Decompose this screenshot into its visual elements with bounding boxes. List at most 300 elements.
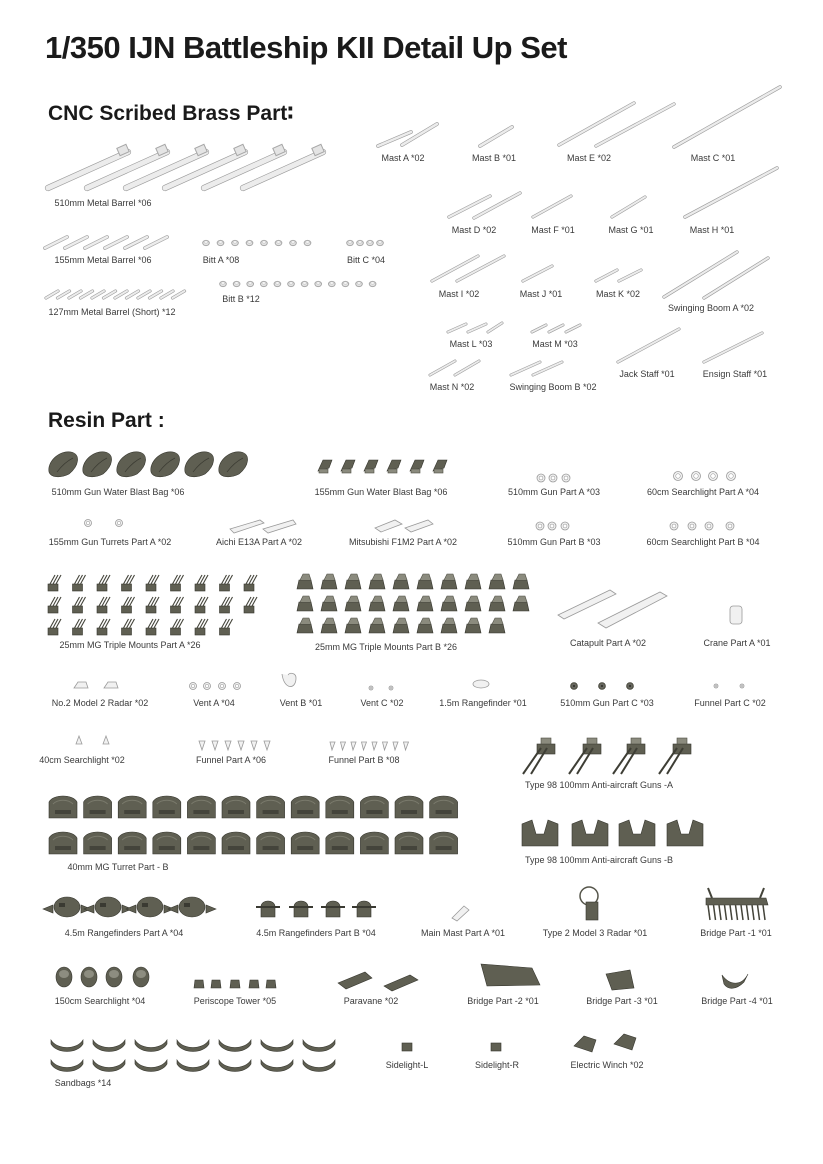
mg-turret-40mm [401,846,417,850]
barrel-510mm [165,152,245,188]
crane [730,606,742,624]
funnel-part-a [225,741,231,750]
radar-no2 [104,682,118,688]
mg-triple-mount-a [73,584,83,591]
bitt-a [306,241,310,243]
aa-gun-type98-b [619,820,655,846]
mg-triple-mount-b [441,602,457,611]
blast-bag-155mm [411,469,420,473]
bitt-b [357,282,361,284]
mg-turret-40mm [395,796,423,818]
rangefinder-4-5m-a [59,903,65,907]
label-electric-winch: Electric Winch *02 [570,1060,644,1070]
mast-g [612,197,645,217]
mg-triple-mount-b [300,596,311,602]
funnel-part-b [383,742,388,750]
rangefinder-4-5m-a [179,897,205,917]
mg-turret-40mm [228,846,244,850]
electric-winch [574,1036,596,1052]
periscope-tower [266,980,276,988]
bitt-b [262,282,266,284]
barrel-127mm [69,291,81,298]
rangefinder-4-5m-a [142,903,148,907]
rangefinder-4-5m-a [100,903,106,907]
mast-c [674,87,780,147]
sidelight-right [491,1043,501,1051]
mg-turret-40mm [153,832,181,854]
mg-turret-40mm [332,846,348,850]
mg-triple-mount-b [516,574,527,580]
searchlight-40cm [103,736,109,744]
mg-turret-40mm [291,832,319,854]
bridge-part-1 [747,905,749,920]
label-paravane: Paravane *02 [343,996,399,1006]
barrel-155mm [85,237,107,248]
mg-triple-mount-b [420,596,431,602]
mg-triple-mount-b [321,624,337,633]
mg-turret-40mm [332,810,348,814]
searchlight-60cm-a [676,474,681,479]
label-mast-g: Mast G *01 [608,225,654,235]
periscope-tower [194,980,204,988]
barrel-155mm [125,237,147,248]
mast-m [566,325,580,332]
barrel-127mm [127,291,139,298]
mg-triple-mount-b [324,618,335,624]
mg-triple-mount-b [393,602,409,611]
label-mast-f: Mast F *01 [531,225,575,235]
mg-triple-mount-b [444,618,455,624]
sandbag [51,1040,83,1052]
label-type98-aa-a: Type 98 100mm Anti-aircraft Guns -A [524,780,674,790]
gun-510mm-part-c [600,684,604,688]
mast-e [559,103,634,145]
mg-turret-40mm [430,796,458,818]
label-510mm-blast-bag: 510mm Gun Water Blast Bag *06 [51,487,185,497]
barrel-127mm [46,291,58,298]
bitt-b [275,282,279,284]
label-510mm-gun-part-a: 510mm Gun Part A *03 [507,487,601,497]
label-aichi-e13a: Aichi E13A Part A *02 [215,537,303,547]
bitt-c [358,241,362,243]
mg-turret-40mm [360,796,388,818]
mg-triple-mount-a [171,628,181,635]
mg-triple-mount-b [417,602,433,611]
mg-triple-mount-b [369,624,385,633]
mg-turret-40mm [228,810,244,814]
label-vent-a: Vent A *04 [193,698,235,708]
mg-triple-mount-b [492,574,503,580]
mg-turret-40mm [187,832,215,854]
blast-bag-510mm [219,452,248,477]
bitt-b [289,282,293,284]
searchlight-150cm [136,970,146,978]
jack-staff [618,329,679,362]
barrel-127mm [173,291,185,298]
mg-triple-mount-b [513,580,529,589]
label-type98-aa-b: Type 98 100mm Anti-aircraft Guns -B [524,855,674,865]
label-funnel-part-a: Funnel Part A *06 [195,755,267,765]
mg-triple-mount-a [220,628,230,635]
bridge-part-1 [708,888,764,898]
label-mast-h: Mast H *01 [689,225,735,235]
mg-turret-40mm [401,810,417,814]
mg-triple-mount-b [468,596,479,602]
bitt-b [371,282,375,284]
label-mast-b: Mast B *01 [471,153,517,163]
label-bridge-4: Bridge Part -4 *01 [701,996,773,1006]
mg-triple-mount-a [195,628,205,635]
mg-triple-mount-a [195,606,205,613]
bitt-a [219,241,223,243]
mg-turret-40mm [222,832,250,854]
bridge-part-1 [763,905,765,920]
bridge-part-4 [722,974,748,988]
aichi-e13a [263,520,296,533]
barrel-127mm [81,291,93,298]
label-40mm-mg-turret: 40mm MG Turret Part - B [67,862,169,872]
mg-triple-mount-b [321,580,337,589]
swinging-boom-a [664,252,737,297]
funnel-part-b [351,742,356,750]
bridge-part-1 [736,905,738,920]
gun-510mm-part-b [563,524,567,528]
mast-h [685,168,777,217]
vent-a [191,684,195,688]
label-funnel-part-c: Funnel Part C *02 [694,698,766,708]
bitt-a [291,241,295,243]
aichi-e13a [230,520,264,533]
sandbag [261,1040,293,1052]
bridge-part-1 [730,905,732,920]
label-bitt-a: Bitt A *08 [202,255,240,265]
swinging-boom-a [704,258,768,298]
mg-turret-40mm [124,846,140,850]
gun-510mm-part-b [550,524,554,528]
label-bitt-c: Bitt C *04 [346,255,386,265]
bridge-part-1 [708,905,710,920]
sandbag [303,1040,335,1052]
mg-turret-40mm [90,810,106,814]
sandbag [177,1060,209,1072]
mg-triple-mount-a [48,584,58,591]
bridge-part-1 [706,898,768,905]
blast-bag-510mm [185,452,214,477]
mg-triple-mount-a [122,584,132,591]
label-mast-k: Mast K *02 [595,289,641,299]
bitt-b [316,282,320,284]
label-funnel-part-b: Funnel Part B *08 [328,755,400,765]
bridge-part-1 [714,905,716,920]
mg-triple-mount-b [297,602,313,611]
blast-bag-510mm [49,452,78,477]
bitt-b [248,282,252,284]
rangefinder-4-5m-a [137,897,163,917]
mg-triple-mount-b [396,574,407,580]
label-mast-e: Mast E *02 [566,153,612,163]
searchlight-60cm-b [728,524,732,528]
mg-turret-40mm [118,796,146,818]
mg-turret-40mm [436,810,452,814]
sidelight-left [402,1043,412,1051]
mg-turret-40mm [55,846,71,850]
label-crane: Crane Part A *01 [703,638,771,648]
funnel-part-a [238,741,244,750]
mg-triple-mount-b [420,574,431,580]
mg-triple-mount-b [489,624,505,633]
rangefinder-4-5m-b [261,901,275,917]
mg-turret-40mm [49,796,77,818]
searchlight-60cm-a [711,474,716,479]
rangefinder-4-5m-a [184,903,190,907]
mg-triple-mount-a [220,606,230,613]
mg-triple-mount-a [146,628,156,635]
mg-turret-40mm [430,832,458,854]
mg-triple-mount-b [324,574,335,580]
funnel-part-c [715,685,717,687]
blast-bag-510mm [117,452,146,477]
barrel-127mm [150,291,162,298]
aa-gun-type98-a [587,738,597,744]
mg-turret-40mm [257,832,285,854]
rangefinder-4-5m-b [294,901,308,917]
bitt-a [233,241,237,243]
mg-triple-mount-b [372,574,383,580]
blast-bag-155mm [319,469,328,473]
mg-turret-40mm [118,832,146,854]
barrel-510mm [48,152,128,188]
bitt-a [204,241,208,243]
mg-triple-mount-a [244,584,254,591]
aa-gun-type98-b [667,820,703,846]
mg-triple-mount-a [146,584,156,591]
paravane [384,975,418,991]
barrel-510mm [126,152,206,188]
rangefinder-4-5m-a [54,897,80,917]
mg-triple-mount-b [372,618,383,624]
aa-gun-type98-b [572,820,608,846]
main-mast [452,906,469,921]
mg-turret-40mm [263,810,279,814]
mg-turret-40mm [291,796,319,818]
bridge-part-1 [741,905,743,920]
mg-triple-mount-b [396,618,407,624]
gun-510mm-part-a [551,476,555,480]
rangefinder-4-5m-b [326,901,340,917]
mg-triple-mount-b [444,596,455,602]
mg-turret-40mm [84,832,112,854]
label-60cm-searchlight-a: 60cm Searchlight Part A *04 [646,487,760,497]
barrel-155mm [45,237,67,248]
bitt-b [330,282,334,284]
funnel-part-a [251,741,257,750]
bridge-part-1 [752,905,754,920]
mg-turret-40mm [49,832,77,854]
mg-triple-mount-b [468,574,479,580]
sandbag [93,1060,125,1072]
blast-bag-155mm [388,469,397,473]
mg-triple-mount-b [321,602,337,611]
mg-turret-40mm [84,796,112,818]
paravane [338,972,372,989]
label-mitsubishi-f1m2: Mitsubishi F1M2 Part A *02 [348,537,458,547]
mg-triple-mount-b [393,580,409,589]
mast-m [549,325,563,332]
blast-bag-510mm [151,452,180,477]
mg-triple-mount-b [345,602,361,611]
bitt-b [221,282,225,284]
mg-turret-40mm [159,846,175,850]
mast-d [474,193,520,218]
bitt-c [368,241,372,243]
mg-triple-mount-b [393,624,409,633]
periscope-tower [249,980,259,988]
vent-c [370,687,372,689]
label-vent-b: Vent B *01 [279,698,323,708]
mg-turret-40mm [263,846,279,850]
sandbag [219,1040,251,1052]
mg-triple-mount-a [73,628,83,635]
mg-triple-mount-b [369,602,385,611]
label-25mm-mg-b: 25mm MG Triple Mounts Part B *26 [314,642,458,652]
mg-triple-mount-b [489,602,505,611]
label-510mm-gun-part-c: 510mm Gun Part C *03 [560,698,654,708]
mg-triple-mount-b [465,580,481,589]
mg-triple-mount-b [300,618,311,624]
mast-n [455,361,479,375]
label-ensign-staff: Ensign Staff *01 [702,369,768,379]
mg-triple-mount-b [297,624,313,633]
label-40cm-searchlight: 40cm Searchlight *02 [39,755,125,765]
mg-triple-mount-b [345,624,361,633]
mg-triple-mount-b [465,602,481,611]
blast-bag-510mm [83,452,112,477]
mg-triple-mount-b [417,624,433,633]
mg-triple-mount-a [97,628,107,635]
mg-turret-40mm [297,810,313,814]
sandbag [303,1060,335,1072]
mg-turret-40mm [153,796,181,818]
bridge-part-2 [481,964,540,986]
searchlight-60cm-a [729,474,734,479]
mg-triple-mount-b [441,580,457,589]
label-swinging-boom-b: Swinging Boom B *02 [509,382,597,392]
label-swinging-boom-a: Swinging Boom A *02 [667,303,755,313]
vent-a [235,684,239,688]
label-mast-n: Mast N *02 [429,382,475,392]
turret-155mm [117,521,121,525]
bitt-c [348,241,352,243]
label-mast-l: Mast L *03 [449,339,493,349]
electric-winch [614,1034,636,1050]
mg-triple-mount-b [516,596,527,602]
brass-section-heading: CNC Scribed Brass Part∶ [48,102,294,125]
mg-triple-mount-b [348,618,359,624]
mg-triple-mount-b [417,580,433,589]
bitt-a [248,241,252,243]
bitt-a [277,241,281,243]
mg-triple-mount-b [420,618,431,624]
searchlight-60cm-a [694,474,699,479]
mg-turret-40mm [257,796,285,818]
label-jack-staff: Jack Staff *01 [619,369,675,379]
rangefinder-4-5m-b [357,901,371,917]
label-4-5m-rangefinder-b: 4.5m Rangefinders Part B *04 [256,928,376,938]
mg-triple-mount-b [468,618,479,624]
mg-triple-mount-b [492,596,503,602]
label-sidelight-l: Sidelight-L [385,1060,429,1070]
barrel-127mm [161,291,173,298]
page-title: 1/350 IJN Battleship KII Detail Up Set [45,30,567,65]
sandbag [135,1040,167,1052]
mg-turret-40mm [436,846,452,850]
label-155mm-gun-turrets: 155mm Gun Turrets Part A *02 [48,537,172,547]
turret-155mm [86,521,90,525]
mg-triple-mount-a [171,584,181,591]
label-bridge-1: Bridge Part -1 *01 [700,928,772,938]
label-510mm-metal-barrel: 510mm Metal Barrel *06 [54,198,152,208]
blast-bag-155mm [342,469,351,473]
searchlight-60cm-b [707,524,711,528]
mg-triple-mount-a [171,606,181,613]
sandbag [135,1060,167,1072]
ensign-staff [704,333,762,362]
mg-triple-mount-a [244,606,254,613]
searchlight-40cm [76,736,82,744]
gun-510mm-part-c [572,684,576,688]
barrel-127mm [92,291,104,298]
mast-l [468,324,486,332]
aa-gun-type98-b [522,820,558,846]
barrel-127mm [138,291,150,298]
mast-k [596,270,617,281]
searchlight-150cm [59,970,69,978]
bitt-b [235,282,239,284]
mg-triple-mount-a [97,606,107,613]
resin-section-heading: Resin Part : [48,409,165,432]
sandbag [93,1040,125,1052]
mast-b [480,127,512,146]
label-main-mast: Main Mast Part A *01 [420,928,506,938]
vent-a [220,684,224,688]
mg-triple-mount-b [300,574,311,580]
mg-triple-mount-b [372,596,383,602]
label-bridge-2: Bridge Part -2 *01 [467,996,539,1006]
aa-gun-type98-a [631,738,641,744]
bitt-c [378,241,382,243]
vent-a [205,684,209,688]
mg-triple-mount-a [122,628,132,635]
bridge-part-1 [719,905,721,920]
vent-b [282,673,296,686]
mast-l [448,324,466,332]
barrel-155mm [145,237,167,248]
mast-e [596,104,674,146]
mast-i [457,256,504,281]
barrel-127mm [115,291,127,298]
mg-triple-mount-a [146,606,156,613]
mg-turret-40mm [366,846,382,850]
mg-triple-mount-b [396,596,407,602]
label-155mm-blast-bag: 155mm Gun Water Blast Bag *06 [314,487,448,497]
gun-510mm-part-b [538,524,542,528]
mg-turret-40mm [124,810,140,814]
mg-triple-mount-b [345,580,361,589]
mg-triple-mount-a [97,584,107,591]
rangefinder-1-5m [473,680,489,688]
mast-m [532,325,546,332]
bitt-b [343,282,347,284]
